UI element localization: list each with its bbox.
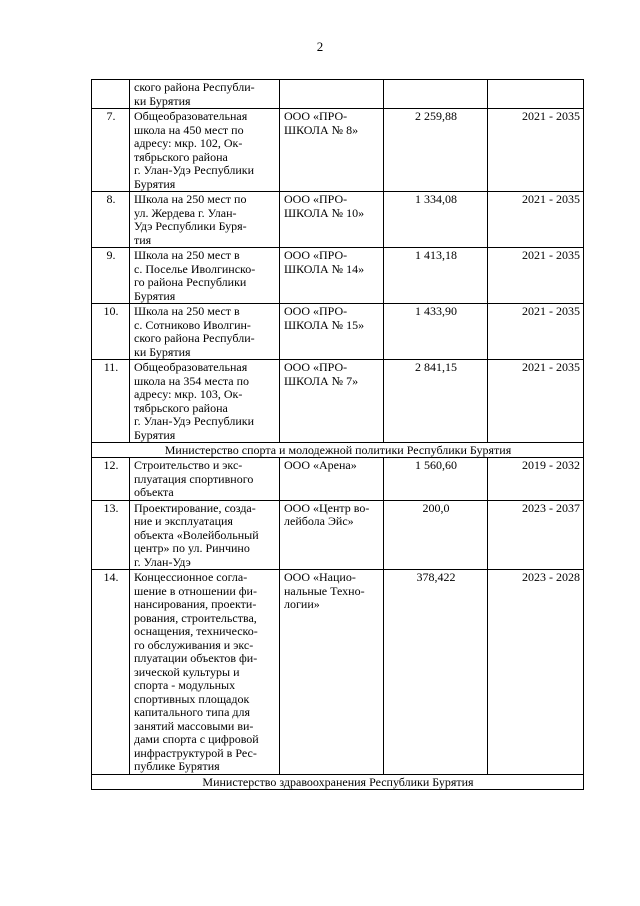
row-number-cell: 14. xyxy=(92,570,130,775)
table-row xyxy=(92,500,584,570)
table-row-continuation xyxy=(92,80,584,109)
object-name-cell: Школа на 250 мест в с. Сотниково Иволгин- ского района Республи- ки Бурятия xyxy=(130,304,280,360)
amount-cell: 378,422 xyxy=(384,570,488,775)
organization-cell: ООО «ПРО- ШКОЛА № 10» xyxy=(280,192,384,248)
row-number-cell xyxy=(92,80,130,109)
amount-cell: 1 560,60 xyxy=(384,458,488,501)
page-number: 2 xyxy=(316,39,324,54)
object-name-cell: Школа на 250 мест по ул. Жердева г. Улан- Удэ Республики Буря- тия xyxy=(130,192,280,248)
organization-cell: ООО «ПРО- ШКОЛА № 14» xyxy=(280,248,384,304)
table-row xyxy=(92,248,584,304)
organization-cell: ООО «ПРО- ШКОЛА № 7» xyxy=(280,360,384,443)
object-name-cell: Проектирование, созда- ние и эксплуатация объекта «Волейбольный центр» по ул. Ринчино г. Улан-Удэ xyxy=(130,500,280,570)
section-row-health-ministry xyxy=(92,774,584,789)
period-cell: 2019 - 2032 xyxy=(488,458,584,501)
organization-cell xyxy=(280,80,384,109)
table-body xyxy=(92,80,584,790)
row-number-cell: 12. xyxy=(92,458,130,501)
row-number-cell: 9. xyxy=(92,248,130,304)
object-name-cell: ского района Республи- ки Бурятия xyxy=(130,80,280,109)
section-row-sport-ministry xyxy=(92,443,584,458)
table-row xyxy=(92,304,584,360)
organization-cell: ООО «ПРО- ШКОЛА № 8» xyxy=(280,109,384,192)
period-cell: 2021 - 2035 xyxy=(488,109,584,192)
section-heading: Министерство спорта и молодежной политики Республики Бурятия xyxy=(92,443,584,458)
period-cell: 2021 - 2035 xyxy=(488,360,584,443)
table-row xyxy=(92,570,584,775)
period-cell: 2021 - 2035 xyxy=(488,304,584,360)
period-cell: 2021 - 2035 xyxy=(488,192,584,248)
row-number-cell: 8. xyxy=(92,192,130,248)
table-row xyxy=(92,192,584,248)
object-name-cell: Общеобразовательная школа на 450 мест по адресу: мкр. 102, Ок- тябрьского района г. Улан-Удэ Республики Бурятия xyxy=(130,109,280,192)
row-number-cell: 7. xyxy=(92,109,130,192)
object-name-cell: Строительство и экс- плуатация спортивного объекта xyxy=(130,458,280,501)
amount-cell xyxy=(384,80,488,109)
period-cell xyxy=(488,80,584,109)
organization-cell: ООО «Центр во- лейбола Эйс» xyxy=(280,500,384,570)
table-row xyxy=(92,109,584,192)
object-name-cell: Школа на 250 мест в с. Поселье Иволгинско- го района Республики Бурятия xyxy=(130,248,280,304)
table-row xyxy=(92,458,584,501)
amount-cell: 1 413,18 xyxy=(384,248,488,304)
row-number-cell: 11. xyxy=(92,360,130,443)
amount-cell: 2 841,15 xyxy=(384,360,488,443)
amount-cell: 1 334,08 xyxy=(384,192,488,248)
row-number-cell: 10. xyxy=(92,304,130,360)
organization-cell: ООО «ПРО- ШКОЛА № 15» xyxy=(280,304,384,360)
organization-cell: ООО «Нацио- нальные Техно- логии» xyxy=(280,570,384,775)
period-cell: 2023 - 2037 xyxy=(488,500,584,570)
organization-cell: ООО «Арена» xyxy=(280,458,384,501)
object-name-cell: Общеобразовательная школа на 354 места по адресу: мкр. 103, Ок- тябрьского района г. Улан-Удэ Республики Бурятия xyxy=(130,360,280,443)
section-heading: Министерство здравоохранения Республики Бурятия xyxy=(92,774,584,789)
projects-table xyxy=(91,79,584,790)
period-cell: 2023 - 2028 xyxy=(488,570,584,775)
amount-cell: 1 433,90 xyxy=(384,304,488,360)
period-cell: 2021 - 2035 xyxy=(488,248,584,304)
amount-cell: 2 259,88 xyxy=(384,109,488,192)
object-name-cell: Концессионное согла- шение в отношении фи- нансирования, проекти- рования, строительства, оснащения, техническо- го обслуживания и экс- плуатации объектов фи- зической культуры и спорта - модульных спортивных площадок капитального типа для занятий массовыми ви- дами спорта с цифровой инфраструктурой в Рес- публике Бурятия xyxy=(130,570,280,775)
amount-cell: 200,0 xyxy=(384,500,488,570)
table-row xyxy=(92,360,584,443)
row-number-cell: 13. xyxy=(92,500,130,570)
